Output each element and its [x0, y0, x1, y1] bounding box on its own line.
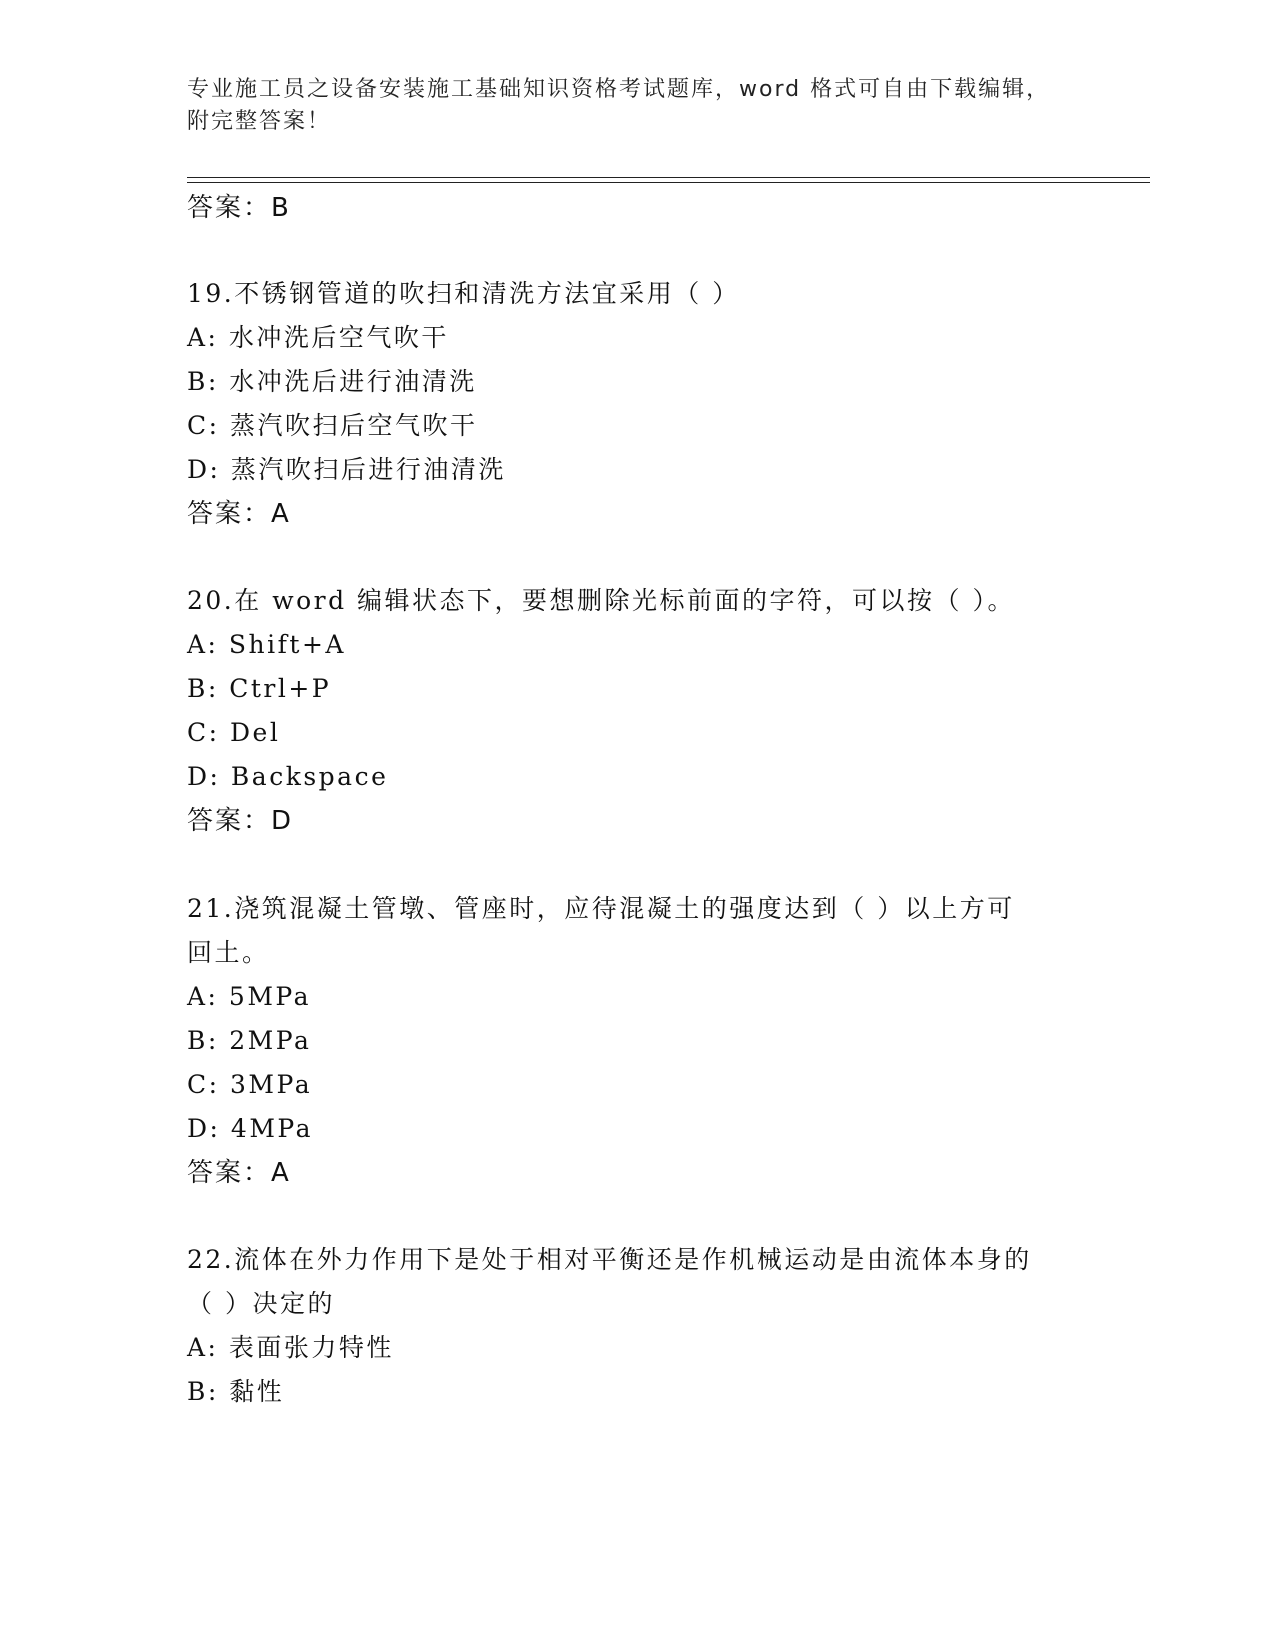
question-22-option-b: B: 黏性	[187, 1377, 285, 1406]
question-22-stem-line-2: （ ）决定的	[187, 1289, 335, 1318]
question-21-option-d: D: 4MPa	[187, 1114, 314, 1143]
question-21-stem-line-2: 回土。	[187, 938, 270, 967]
question-19-answer: 答案：A	[187, 499, 291, 529]
question-20-option-c: C: Del	[187, 718, 281, 747]
question-21-stem-line-1: 21.浇筑混凝土管墩、管座时，应待混凝土的强度达到（ ）以上方可	[187, 894, 1015, 923]
question-20-stem: 20.在 word 编辑状态下，要想删除光标前面的字符，可以按（ ）。	[187, 586, 1016, 615]
question-19-option-b: B: 水冲洗后进行油清洗	[187, 367, 477, 396]
question-20-option-a: A: Shift+A	[187, 630, 346, 659]
question-20-option-d: D: Backspace	[187, 762, 389, 791]
question-21-option-c: C: 3MPa	[187, 1070, 313, 1099]
question-21-option-a: A: 5MPa	[187, 982, 312, 1011]
previous-answer: 答案：B	[187, 193, 291, 223]
question-19-option-d: D: 蒸汽吹扫后进行油清洗	[187, 455, 506, 484]
document-header	[187, 74, 1087, 138]
question-19-stem: 19.不锈钢管道的吹扫和清洗方法宜采用（ ）	[187, 279, 740, 308]
question-19-option-a: A: 水冲洗后空气吹干	[187, 323, 449, 352]
question-22-stem-line-1: 22.流体在外力作用下是处于相对平衡还是作机械运动是由流体本身的	[187, 1245, 1032, 1274]
question-19-option-c: C: 蒸汽吹扫后空气吹干	[187, 411, 478, 440]
header-line-2: 附完整答案！	[187, 109, 332, 134]
header-line-1: 专业施工员之设备安装施工基础知识资格考试题库，word 格式可自由下载编辑，	[187, 77, 1051, 102]
question-21-answer: 答案：A	[187, 1158, 291, 1188]
header-rule-top	[187, 177, 1150, 178]
question-22-option-a: A: 表面张力特性	[187, 1333, 394, 1362]
header-rule-bottom	[187, 182, 1150, 183]
question-20-option-b: B: Ctrl+P	[187, 674, 332, 703]
question-21-option-b: B: 2MPa	[187, 1026, 312, 1055]
question-20-answer: 答案：D	[187, 806, 294, 836]
